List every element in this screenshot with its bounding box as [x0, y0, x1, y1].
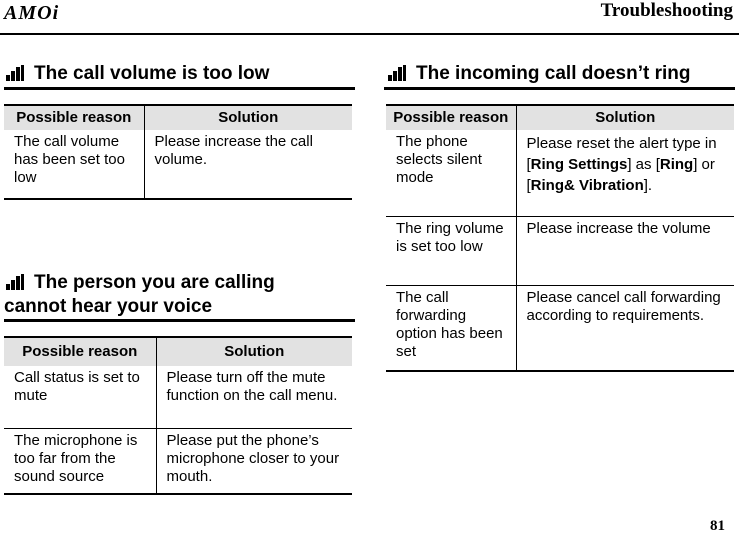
menu-ring-settings: Ring Settings [530, 156, 628, 173]
solution-text: ] or [ [526, 156, 715, 194]
section-rule [4, 87, 355, 90]
section-heading-call-volume [6, 63, 269, 85]
solution-cell: Please turn off the mute function on the call menu. [156, 366, 352, 429]
section-bullet-icon [6, 65, 24, 81]
column-header-solution: Solution [144, 105, 352, 130]
amoi-logo: AMOi [4, 2, 60, 24]
section-rule [4, 319, 355, 322]
reason-cell: The microphone is too far from the sound source [4, 429, 156, 495]
section-title-line2: cannot hear your voice [4, 296, 213, 317]
solution-cell [516, 130, 734, 217]
reason-cell: The call forwarding option has been set [386, 286, 516, 372]
page-number: 81 [710, 518, 725, 534]
table-row [386, 286, 734, 372]
section-bullet-icon [388, 65, 406, 81]
section-heading-cannot-hear [6, 272, 275, 294]
column-header-reason: Possible reason [4, 337, 156, 366]
solution-cell: Please cancel call forwarding according to requirements. [526, 289, 721, 324]
page-header-title: Troubleshooting [600, 0, 733, 21]
reason-cell: Call status is set to mute [4, 366, 156, 429]
solution-cell: Please put the phone’s microphone closer to your mouth. [166, 432, 340, 485]
column-header-reason: Possible reason [386, 105, 516, 130]
solution-cell: Please increase the volume [516, 217, 734, 286]
reason-cell: The call volume has been set too low [4, 130, 144, 199]
incoming-call-table [386, 104, 734, 372]
table-row [4, 429, 352, 495]
reason-cell: The ring volume is set too low [386, 217, 516, 286]
table-row [4, 366, 352, 429]
section-rule [384, 87, 735, 90]
solution-text: ]. [643, 177, 653, 194]
option-ring-vibration: Ring& Vibration [530, 177, 644, 194]
section-title: The call volume is too low [34, 63, 270, 84]
option-ring: Ring [659, 156, 694, 173]
section-bullet-icon [6, 274, 24, 290]
solution-text: Please reset the alert type in [ [526, 135, 717, 173]
table-row [386, 130, 734, 217]
column-header-solution: Solution [516, 105, 734, 130]
reason-cell: The phone selects silent mode [386, 130, 516, 217]
call-volume-table [4, 104, 352, 200]
solution-cell: Please increase the call volume. [154, 133, 313, 168]
column-header-reason: Possible reason [4, 105, 144, 130]
header-rule [0, 33, 739, 35]
solution-text: ] as [ [627, 156, 660, 173]
table-row [4, 130, 352, 199]
section-title-line1: The person you are calling [34, 272, 275, 293]
section-title: The incoming call doesn’t ring [416, 63, 691, 84]
section-heading-incoming-call [388, 63, 690, 85]
table-row [386, 217, 734, 286]
cannot-hear-table [4, 336, 352, 495]
column-header-solution: Solution [156, 337, 352, 366]
